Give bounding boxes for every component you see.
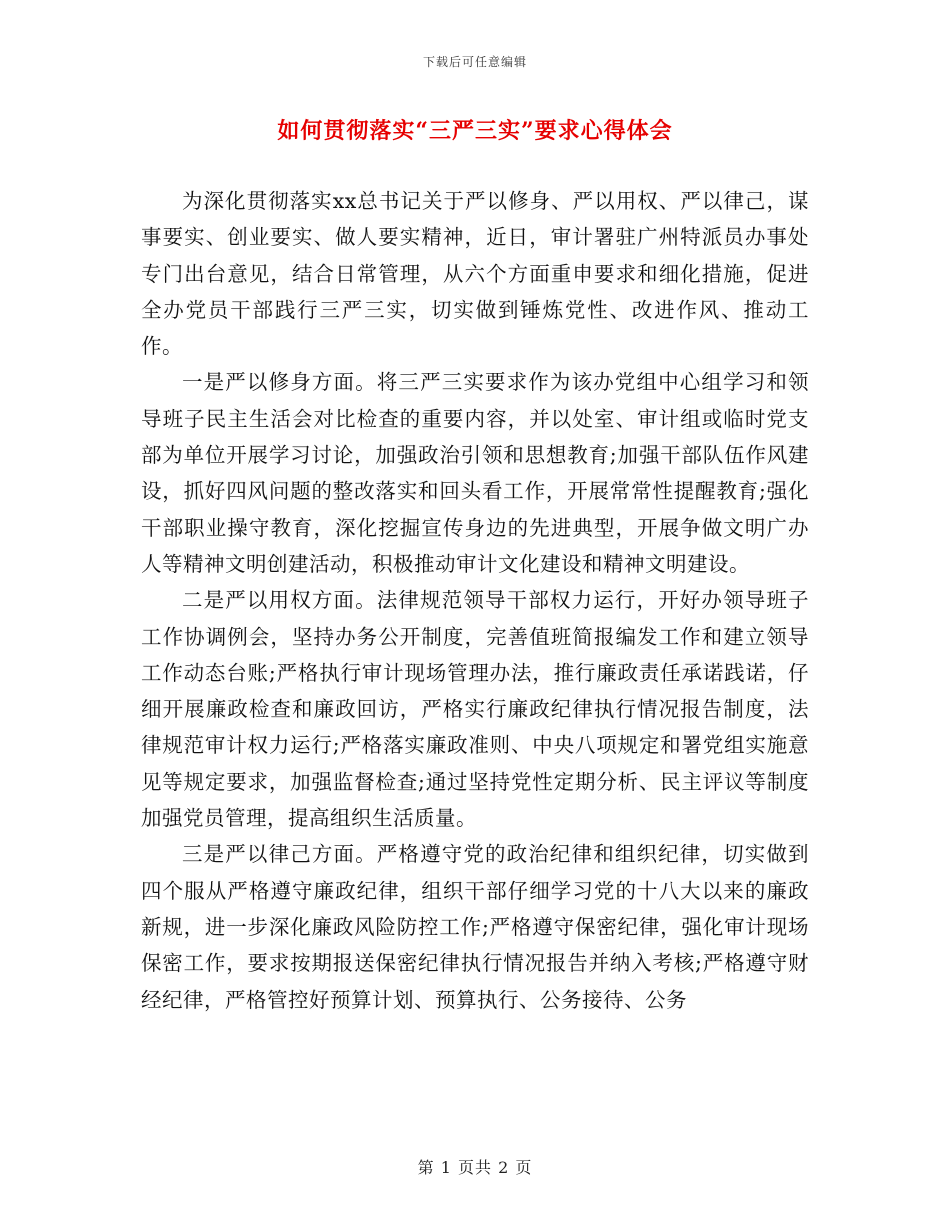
document-body (141, 183, 809, 1018)
page-number: 第 1 页共 2 页 (417, 1158, 533, 1177)
paragraph-use-of-power: 二是严以用权方面。法律规范领导干部权力运行，开好办领导班子工作协调例会，坚持办务公开制度，完善值班简报编发工作和建立领导工作动态台账;严格执行审计现场管理办法，推行廉政责任承诺践诺，仔细开展廉政检查和廉政回访，严格实行廉政纪律执行情况报告制度，法律规范审计权力运行;严格落实廉政准则、中央八项规定和署党组实施意见等规定要求，加强监督检查;通过坚持党性定期分析、民主评议等制度加强党员管理，提高组织生活质量。 (141, 588, 809, 831)
document-title: 如何贯彻落实“三严三实”要求心得体会 (277, 118, 673, 144)
paragraph-self-discipline: 三是严以律己方面。严格遵守党的政治纪律和组织纪律，切实做到四个服从严格遵守廉政纪律，组织干部仔细学习党的十八大以来的廉政新规，进一步深化廉政风险防控工作;严格遵守保密纪律，强化审计现场保密工作，要求按期报送保密纪律执行情况报告并纳入考核;严格遵守财经纪律，严格管控好预算计划、预算执行、公务接待、公务 (141, 842, 809, 1012)
header-note: 下载后可任意编辑 (422, 55, 527, 69)
paragraph-intro: 为深化贯彻落实xx总书记关于严以修身、严以用权、严以律己，谋事要实、创业要实、做人要实精神，近日，审计署驻广州特派员办事处专门出台意见，结合日常管理，从六个方面重申要求和细化措施，促进全办党员干部践行三严三实，切实做到锤炼党性、改进作风、推动工作。 (141, 189, 809, 359)
paragraph-self-cultivation: 一是严以修身方面。将三严三实要求作为该办党组中心组学习和领导班子民主生活会对比检查的重要内容，并以处室、审计组或临时党支部为单位开展学习讨论，加强政治引领和思想教育;加强干部队伍作风建设，抓好四风问题的整改落实和回头看工作，开展常常性提醒教育;强化干部职业操守教育，深化挖掘宣传身边的先进典型，开展争做文明广办人等精神文明创建活动，积极推动审计文化建设和精神文明建设。 (141, 370, 809, 576)
